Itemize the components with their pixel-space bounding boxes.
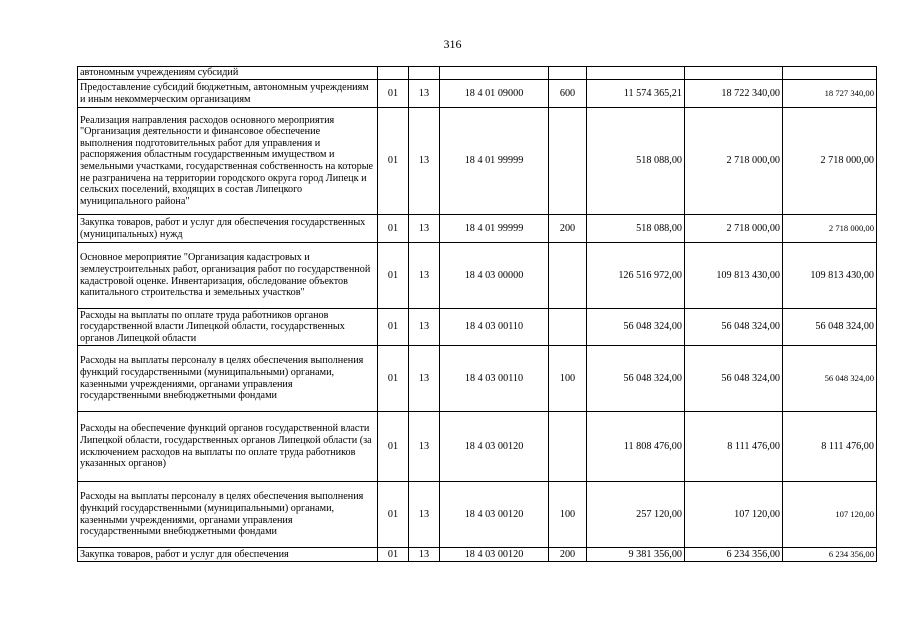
row-section: 01 xyxy=(378,346,409,412)
row-name: Расходы на обеспечение функций органов государственной власти Липецкой области, государственных органов Липецкой области (за исключением расходов на выплаты по оплате труда работников указанных органов) xyxy=(78,412,378,482)
row-value-1 xyxy=(587,67,685,80)
row-value-1: 11 574 365,21 xyxy=(587,80,685,108)
row-kind xyxy=(549,108,587,215)
row-name: Закупка товаров, работ и услуг для обеспечения xyxy=(78,548,378,562)
row-subsection: 13 xyxy=(409,548,440,562)
row-value-3: 2 718 000,00 xyxy=(783,215,877,243)
row-article: 18 4 03 00110 xyxy=(440,309,549,346)
table-row xyxy=(78,80,877,108)
row-value-3: 18 727 340,00 xyxy=(783,80,877,108)
row-name: Закупка товаров, работ и услуг для обеспечения государственных (муниципальных) нужд xyxy=(78,215,378,243)
row-name: Расходы на выплаты по оплате труда работников органов государственной власти Липецкой области, государственных органов Липецкой области xyxy=(78,309,378,346)
row-kind: 100 xyxy=(549,346,587,412)
row-value-2: 107 120,00 xyxy=(685,482,783,548)
table-body xyxy=(78,67,877,562)
row-value-2: 2 718 000,00 xyxy=(685,215,783,243)
row-value-1: 56 048 324,00 xyxy=(587,346,685,412)
table-row xyxy=(78,67,877,80)
row-value-3: 56 048 324,00 xyxy=(783,346,877,412)
row-kind: 200 xyxy=(549,215,587,243)
table-row xyxy=(78,309,877,346)
row-section: 01 xyxy=(378,412,409,482)
row-value-3 xyxy=(783,67,877,80)
row-kind xyxy=(549,309,587,346)
row-value-2: 8 111 476,00 xyxy=(685,412,783,482)
row-value-1: 518 088,00 xyxy=(587,215,685,243)
table-row xyxy=(78,346,877,412)
row-article: 18 4 03 00000 xyxy=(440,243,549,309)
row-kind xyxy=(549,412,587,482)
row-article: 18 4 03 00120 xyxy=(440,482,549,548)
row-value-1: 518 088,00 xyxy=(587,108,685,215)
row-kind: 200 xyxy=(549,548,587,562)
budget-table xyxy=(77,66,877,562)
row-article: 18 4 01 99999 xyxy=(440,108,549,215)
row-value-1: 56 048 324,00 xyxy=(587,309,685,346)
row-subsection: 13 xyxy=(409,243,440,309)
row-name: Расходы на выплаты персоналу в целях обеспечения выполнения функций государственными (муниципальными) органами, казенными учреждениями, органами управления государственными внебюджетными фондами xyxy=(78,482,378,548)
row-kind xyxy=(549,243,587,309)
row-subsection: 13 xyxy=(409,108,440,215)
row-subsection: 13 xyxy=(409,215,440,243)
row-article xyxy=(440,67,549,80)
row-value-3: 2 718 000,00 xyxy=(783,108,877,215)
row-kind: 100 xyxy=(549,482,587,548)
row-section: 01 xyxy=(378,243,409,309)
row-value-3: 107 120,00 xyxy=(783,482,877,548)
row-value-3: 56 048 324,00 xyxy=(783,309,877,346)
row-article: 18 4 03 00120 xyxy=(440,412,549,482)
table-row xyxy=(78,412,877,482)
row-value-2: 56 048 324,00 xyxy=(685,346,783,412)
row-article: 18 4 03 00120 xyxy=(440,548,549,562)
row-name: Расходы на выплаты персоналу в целях обеспечения выполнения функций государственными (муниципальными) органами, казенными учреждениями, органами управления государственными внебюджетными фондами xyxy=(78,346,378,412)
row-subsection: 13 xyxy=(409,346,440,412)
row-section: 01 xyxy=(378,80,409,108)
row-section: 01 xyxy=(378,482,409,548)
table-row xyxy=(78,215,877,243)
row-value-2: 18 722 340,00 xyxy=(685,80,783,108)
table-row xyxy=(78,108,877,215)
row-name: Предоставление субсидий бюджетным, автономным учреждениям и иным некоммерческим организациям xyxy=(78,80,378,108)
row-value-1: 11 808 476,00 xyxy=(587,412,685,482)
row-value-2 xyxy=(685,67,783,80)
row-value-3: 109 813 430,00 xyxy=(783,243,877,309)
row-value-1: 9 381 356,00 xyxy=(587,548,685,562)
row-article: 18 4 03 00110 xyxy=(440,346,549,412)
row-value-1: 257 120,00 xyxy=(587,482,685,548)
row-value-3: 6 234 356,00 xyxy=(783,548,877,562)
row-subsection: 13 xyxy=(409,80,440,108)
table-row xyxy=(78,243,877,309)
row-article: 18 4 01 99999 xyxy=(440,215,549,243)
row-subsection: 13 xyxy=(409,482,440,548)
row-value-2: 6 234 356,00 xyxy=(685,548,783,562)
row-subsection: 13 xyxy=(409,412,440,482)
row-section: 01 xyxy=(378,548,409,562)
row-name: Основное мероприятие "Организация кадастровых и землеустроительных работ, организация работ по государственной кадастровой оценке. Инвентаризация, обследование объектов капитального строительства и земельных участков" xyxy=(78,243,378,309)
row-subsection xyxy=(409,67,440,80)
table-row xyxy=(78,482,877,548)
row-kind xyxy=(549,67,587,80)
row-value-1: 126 516 972,00 xyxy=(587,243,685,309)
row-value-3: 8 111 476,00 xyxy=(783,412,877,482)
row-article: 18 4 01 09000 xyxy=(440,80,549,108)
row-subsection: 13 xyxy=(409,309,440,346)
row-value-2: 2 718 000,00 xyxy=(685,108,783,215)
row-section: 01 xyxy=(378,108,409,215)
row-section: 01 xyxy=(378,215,409,243)
row-name: Реализация направления расходов основного мероприятия "Организация деятельности и финансовое обеспечение выполнения подготовительных работ для управления и распоряжения областным государственным имуществом и земельными участками, государственная собственность на которые не разграничена на территории городского округа город Липецк и сельских поселений, входящих в состав Липецкого муниципального района" xyxy=(78,108,378,215)
row-value-2: 109 813 430,00 xyxy=(685,243,783,309)
row-kind: 600 xyxy=(549,80,587,108)
row-section xyxy=(378,67,409,80)
row-name: автономным учреждениям субсидий xyxy=(78,67,378,80)
row-section: 01 xyxy=(378,309,409,346)
page-number: 316 xyxy=(443,37,462,51)
table-row xyxy=(78,548,877,562)
row-value-2: 56 048 324,00 xyxy=(685,309,783,346)
